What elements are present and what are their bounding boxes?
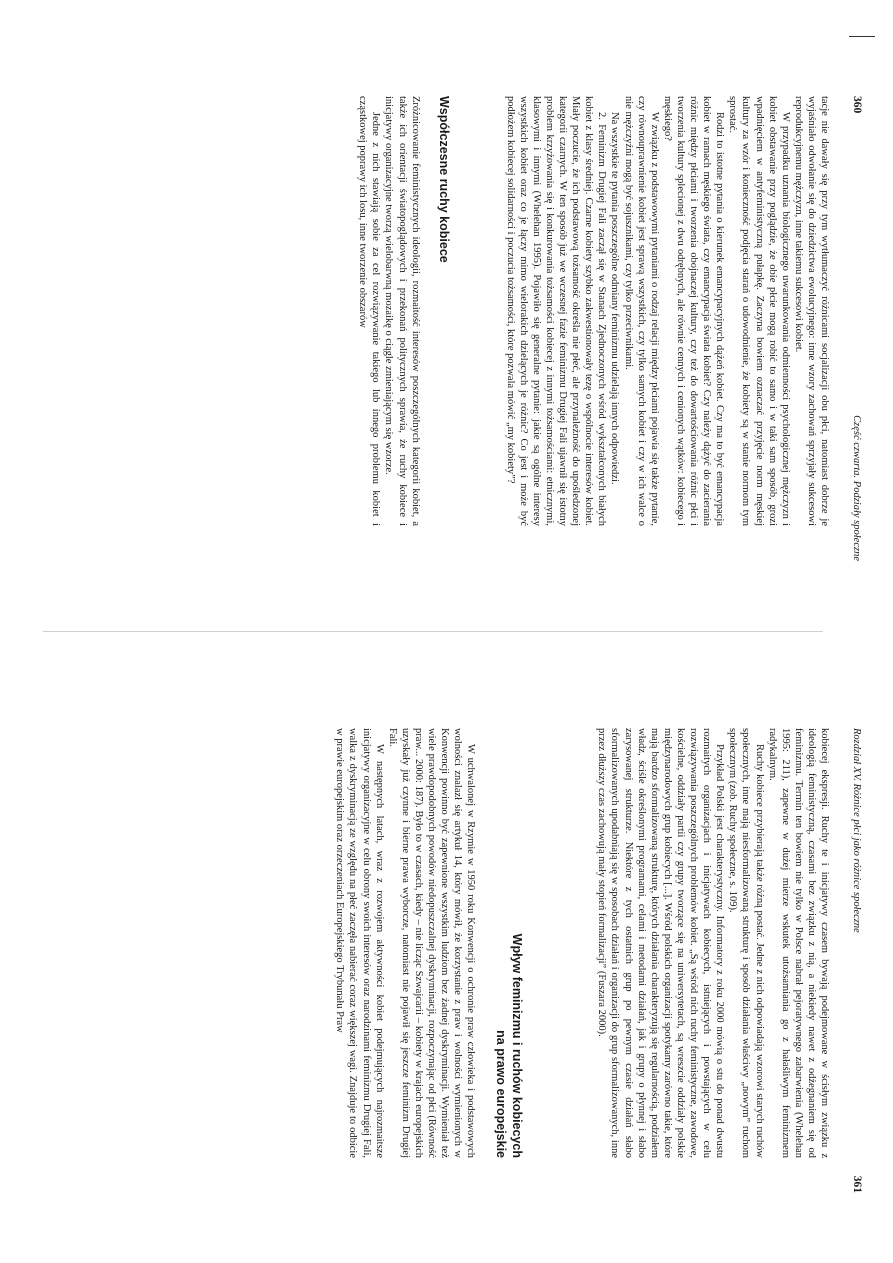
section-heading-line: Wpływ feminizmu i ruchów kobiecych xyxy=(510,933,525,1158)
page-edge-mark xyxy=(849,36,875,37)
running-head-right xyxy=(849,728,865,1193)
text-column-left xyxy=(356,96,831,526)
paragraph: Na wszystkie te pytania poszczególne odmiany feminizmu udzielają innych odpowiedzi. xyxy=(609,112,621,485)
text-column-right xyxy=(333,728,831,1158)
paragraph: kobiecej ekspresji. Ruchy te i inicjatywy czasem bywają podejmowane w ścisłym związku z ideologią feministyczną, czasami bez związku z nią, a niekiedy nawet z odżegnaniem się od feminizmu. Termin ten bowiem nie tylko w Polsce nabrał pejoratywnego zabarwienia (Whelehan 1995: 211), zapewne w dużej mierze wskutek utożsamiania go z hałaśliwym feminizmem radykalnym. xyxy=(766,728,830,1158)
section-heading: Współczesne ruchy kobiece xyxy=(436,96,451,263)
running-title: Rozdział XV. Różnice płci jako różnice społeczne xyxy=(851,728,863,933)
section-heading-line: na prawo europejskie xyxy=(494,1030,509,1158)
paragraph: W związku z podstawowymi pytaniami o rodzaj relacji między płciami pojawia się także pytanie, czy równouprawnienie kobiet jest sprawą wszystkich, czy tylko samych kobiet i czy w ich walce o nie mężczyźni mogą być sojusznikami, czy tylko przeciwnikami. xyxy=(622,96,660,526)
paragraph: W następnych latach, wraz z rozwojem aktywności kobiet podejmujących najrozmaitsze inicjatywy organizacyjne w celu obrony swoich interesów oraz narodzinami feminizmu Drugiej Fali, walka z dyskryminacją ze względu na płeć zaczęła nabierać coraz większej wagi. Znajduje to odbicie w prawie europejskim oraz orzeczeniach Europejskiego Trybunału Praw xyxy=(334,728,385,1158)
paragraph: Jedne z nich stawiają sobie za cel rozwiązywanie takiego lub innego problemu kobiet i cząstkowej poprawy ich losu, inne tworzenie obszarów xyxy=(357,96,382,526)
page-number: 361 xyxy=(851,1175,863,1193)
running-title: Część czwarta. Podziały społeczne xyxy=(851,415,863,561)
running-head-left xyxy=(849,96,865,561)
paragraph: W uchwalonej w Rzymie w 1950 roku Konwencji o ochronie praw człowieka i podstawowych wolności znalazł się artykuł 14, który mówił, że korzystanie z praw i wolności wymienionych w Konwencji powinno być zapewnione wszystkim ludziom bez żadnej dyskryminacji. Wymieniał też wiele prawdopodobnych powodów niedopuszczalnej dyskryminacji, rozpoczynając od płci (Równość praw... 2000: 187). Było to w czasach, kiedy – nie licząc Szwajcarii – kobiety w krajach europejskich uzyskały już czynne i bierne prawa wyborcze, natomiast nie pojawił się jeszcze feminizm Drugiej Fali. xyxy=(386,728,477,1158)
paragraph: Przykład Polski jest charakterystyczny. Informatory z roku 2000 mówią o stu do ponad dwustu rozmaitych organizacjach i inicjatywach kobiecych, istniejących i powstających w celu rozwiązywania poszczególnych problemów kobiet. „Są wśród nich ruchy feministyczne, zawodowe, kościelne, oddziały partii czy grupy tworzące się na uniwersytetach, są wreszcie oddziały polskie międzynarodowych grup kobiecych [...]. Wśród polskich organizacji spotykamy zarówno takie, które mają bardzo sformalizowaną strukturę, których działania charakteryzują się regularnością, podziałem władz, ściśle określonymi programami, celami i metodami działań, jak i grupy o płynnej i słabo zarysowanej strukturze. Niektóre z tych ostatnich grup po pewnym czasie działań słabo sformalizowanych upodabniają się w sposobach działań i organizacji do grup sformalizowanych, inne przez dłuższy czas zachowują mały stopień formalizacji” (Fuszara 2000). xyxy=(596,728,726,1158)
paragraph: 2. Feminizm Drugiej Fali zaczął się w Stanach Zjednoczonych wśród wykształconych białych kobiet z klasy średniej. Czarne kobiety szybko zakwestionowały tezę o wspólnocie interesów kobiet. Miały poczucie, że ich podstawową tożsamość określa nie płeć, ale przynależność do upośledzonej kategorii czarnych. W ten sposób już we wczesnej fazie feminizmu Drugiej Fali ujawnił się istotny problem krzyżowania się i konkurowania tożsamości kobiecej z innymi tożsamościami: etnicznymi, klasowymi i innymi (Whelehan 1995). Pojawiło się generalne pytanie: jakie są ogólne interesy wszystkich kobiet oraz co je łączy mimo wielorakich dzielących je różnic? Co jest i może być podłożem kobiecej solidarności i poczucia tożsamości, które pozwala mówić „my kobiety”? xyxy=(504,96,608,526)
paragraph: W przypadku uznania biologicznego uwarunkowania odmienności psychologicznej mężczyzn i kobiet obstawanie przy poglądzie, że obie płcie mogą robić to samo i w taki sam sposób, grozi wpadnięciem w antyfeministyczną pułapkę. Zaczyna bowiem oznaczać przyjęcie norm męskiej kultury za wzór i konieczność podjęcia starań o udowodnienie, że kobiety są w stanie normom tym sprostać. xyxy=(727,96,791,526)
paragraph: Ruchy kobiece przybierają także różną postać. Jedne z nich odpowiadają wzorowi starych ruchów społecznych, inne mają niesformalizowaną strukturę i sposób działania właściwy „nowym” ruchom społecznym (zob. Ruchy społeczne, s. 109). xyxy=(727,728,765,1158)
paragraph: Zróżnicowanie feministycznych ideologii, rozmaitość interesów poszczególnych kategorii kobiet, a także ich orientacji światopoglądowych i przekonań politycznych sprawia, że ruchy kobiece i inicjatywy organizacyjne tworzą wielobarwną mozaikę o ciągle zmieniającym się wzorze. xyxy=(383,96,421,526)
page-number: 360 xyxy=(851,96,863,114)
left-page xyxy=(0,0,893,631)
right-page xyxy=(0,632,893,1263)
paragraph: Rodzi to istotne pytania o kierunek emancypacyjnych dążeń kobiet. Czy ma to być emancypacja kobiet w ramach męskiego świata, czy emancypacja świata kobiet? Czy należy dążyć do zacierania różnic między płciami i tworzenia obojnaczej kultury, czy też do dowartościowania różnic płci i tworzenia kultury splecionej z dwu odrębnych, ale równie cennych i cenionych wątków: kobiecego i męskiego? xyxy=(661,96,726,526)
section-heading xyxy=(493,728,525,1158)
paragraph: tacje nie dawały się przy tym wytłumaczyć różnicami socjalizacji obu płci, natomiast dobrze je wyjaśniało odwołanie się do dziedzictwa ewolucyjnego: inne wzory zachowań sprzyjały sukcesowi reprodukcyjnemu mężczyzn, inne takiemu sukcesowi kobiet. xyxy=(792,96,830,526)
